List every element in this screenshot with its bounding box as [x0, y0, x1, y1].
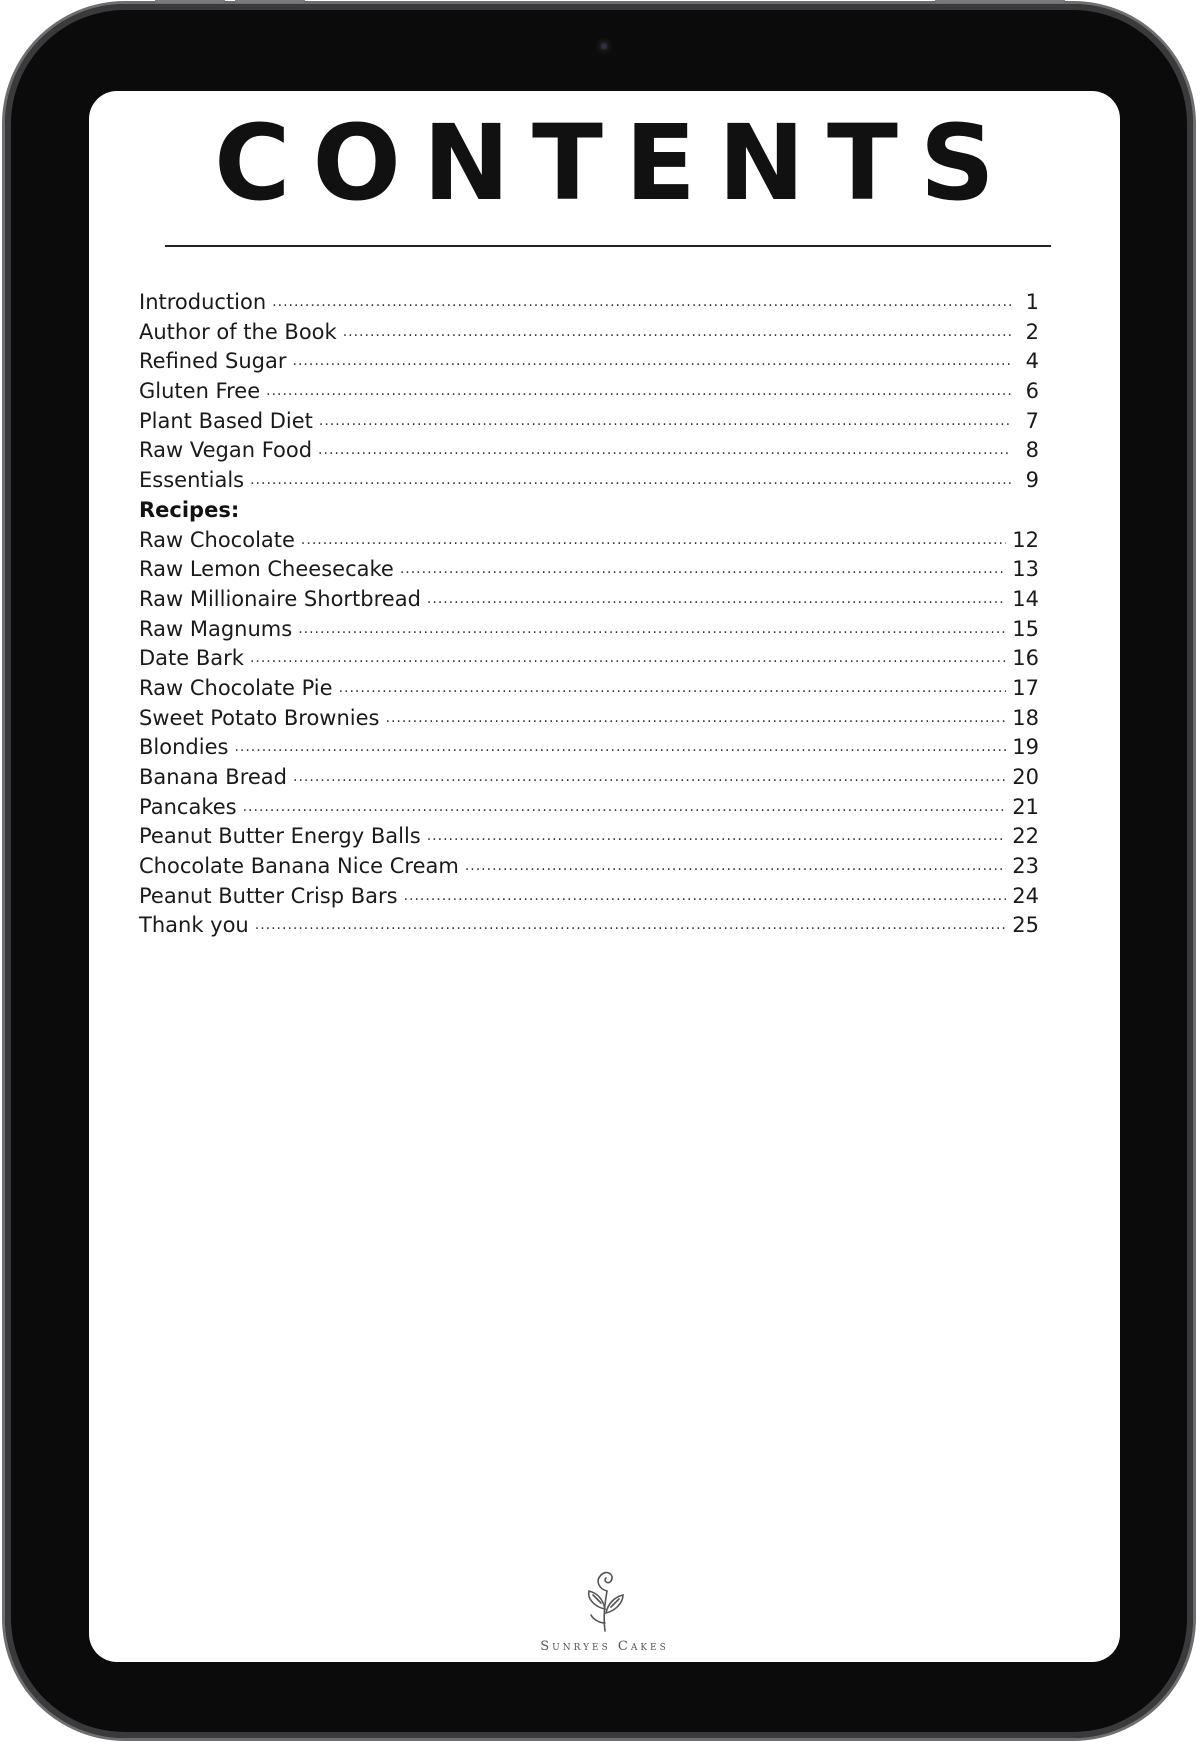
dot-leader [243, 793, 1007, 814]
dot-leader [293, 763, 1006, 784]
toc-entry-label: Thank you [139, 913, 249, 938]
toc-page-number: 4 [1025, 349, 1039, 374]
toc-recipe-entry[interactable] [139, 882, 1039, 912]
toc-entry[interactable] [139, 288, 1039, 318]
toc-recipe-entry[interactable] [139, 822, 1039, 852]
toc-page-number: 9 [1025, 468, 1039, 493]
dot-leader [386, 704, 1007, 725]
toc-entry-label: Raw Chocolate [139, 527, 295, 552]
toc-entry-label: Peanut Butter Energy Balls [139, 824, 421, 849]
toc-page-number: 25 [1012, 913, 1039, 938]
toc-entry-label: Gluten Free [139, 379, 261, 404]
tablet-frame [5, 4, 1193, 1738]
toc-recipe-entry[interactable] [139, 555, 1039, 585]
toc-entry[interactable] [139, 466, 1039, 496]
toc-entry-label: Plant Based Diet [139, 408, 313, 433]
toc-entry-label: Chocolate Banana Nice Cream [139, 854, 459, 879]
page-title: CONTENTS [214, 102, 1017, 224]
dot-leader [272, 288, 1011, 309]
dot-leader [250, 644, 1006, 665]
toc-entry-label: Pancakes [139, 794, 237, 819]
toc-recipe-entry[interactable] [139, 526, 1039, 556]
toc-page-number: 13 [1012, 557, 1039, 582]
toc-page-number: 15 [1012, 616, 1039, 641]
toc-entry-label: Banana Bread [139, 765, 288, 789]
dot-leader [234, 733, 1006, 754]
dot-leader [404, 882, 1007, 903]
toc-page-number: 24 [1012, 883, 1039, 908]
toc-entry-label: Raw Chocolate Pie [139, 675, 333, 700]
toc-entry-label: Raw Millionaire Shortbread [139, 586, 421, 611]
toc-page-number: 19 [1012, 735, 1039, 760]
toc-entry[interactable] [139, 436, 1039, 466]
brand-name: Sunryes Cakes [540, 1639, 669, 1654]
toc-recipe-entry[interactable] [139, 911, 1039, 941]
dot-leader [298, 615, 1006, 636]
toc-entry-label: Raw Magnums [139, 616, 293, 641]
dot-leader [339, 674, 1007, 695]
dot-leader [318, 436, 1011, 457]
toc-recipe-entry[interactable] [139, 585, 1039, 615]
toc-entry-label: Date Bark [139, 646, 244, 671]
dot-leader [465, 852, 1006, 873]
dot-leader [250, 466, 1011, 487]
toc-entry-label: Peanut Butter Crisp Bars [139, 883, 398, 908]
front-camera-icon [596, 38, 612, 54]
toc-recipe-entry[interactable] [139, 674, 1039, 704]
toc-recipe-entry[interactable] [139, 644, 1039, 674]
dot-leader [293, 347, 1011, 368]
toc-page-number: 8 [1025, 438, 1039, 463]
toc-entry-label: Essentials [139, 468, 245, 493]
dot-leader [319, 407, 1011, 428]
dot-leader [255, 911, 1007, 932]
dot-leader [301, 526, 1006, 547]
dot-leader [343, 318, 1011, 339]
toc-entry[interactable] [139, 347, 1039, 377]
top-button-left [155, 0, 225, 3]
toc-entry[interactable] [139, 377, 1039, 407]
brand-logo [89, 1553, 1120, 1654]
toc-recipe-entry[interactable] [139, 793, 1039, 823]
toc-entry-label: Sweet Potato Brownies [139, 705, 380, 730]
toc-page-number: 22 [1012, 824, 1039, 849]
dot-leader [266, 377, 1011, 398]
title-divider [165, 245, 1051, 247]
top-button-right [235, 0, 305, 3]
flower-sprout-icon [575, 1553, 635, 1633]
dot-leader [427, 822, 1007, 843]
toc-page-number: 12 [1012, 527, 1039, 552]
toc-page-number: 20 [1012, 765, 1039, 789]
toc-recipe-entry[interactable] [139, 763, 1039, 793]
toc-entry[interactable] [139, 407, 1039, 437]
toc-page-number: 6 [1025, 379, 1039, 404]
toc-entry[interactable] [139, 318, 1039, 348]
toc-recipe-entry[interactable] [139, 852, 1039, 882]
dot-leader [427, 585, 1006, 606]
table-of-contents [139, 288, 1039, 941]
toc-entry-label: Refined Sugar [139, 349, 287, 374]
toc-recipe-entry[interactable] [139, 733, 1039, 763]
toc-page-number: 16 [1012, 646, 1039, 671]
toc-recipe-entry[interactable] [139, 704, 1039, 734]
dot-leader [400, 555, 1006, 576]
toc-entry-label: Author of the Book [139, 319, 337, 344]
toc-page-number: 18 [1012, 705, 1039, 730]
toc-page-number: 21 [1012, 794, 1039, 819]
tablet-screen [89, 91, 1120, 1662]
toc-entry-label: Blondies [139, 735, 229, 760]
toc-page-number: 7 [1025, 408, 1039, 433]
toc-recipe-entry[interactable] [139, 615, 1039, 645]
toc-entry-label: Raw Vegan Food [139, 438, 313, 463]
toc-page-number: 17 [1012, 675, 1039, 700]
toc-page-number: 14 [1012, 586, 1039, 611]
recipes-section-heading: Recipes: [139, 497, 240, 522]
power-button [935, 0, 1065, 3]
toc-entry-label: Introduction [139, 290, 267, 314]
toc-page-number: 2 [1025, 319, 1039, 344]
toc-page-number: 1 [1025, 290, 1039, 314]
toc-page-number: 23 [1012, 854, 1039, 879]
toc-entry-label: Raw Lemon Cheesecake [139, 557, 394, 582]
